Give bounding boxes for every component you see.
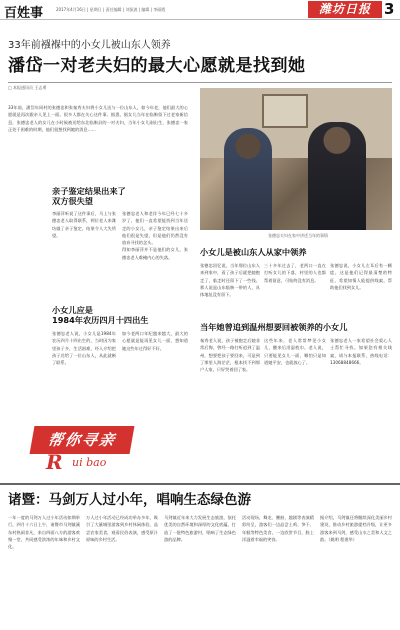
photo-person-man (308, 122, 366, 230)
headline-divider (8, 82, 392, 83)
section-4-col-2 (264, 337, 326, 479)
section-4-para-1: 秦秀老人说，孩子被抱走后她非常后悔，曾经一路打听追到了温州，想要把孩子要回来，可是到了那里人海茫茫，根本找不到那户人家，只好哭着回了家。 (200, 338, 260, 373)
section-3-para-2: 三十多年过去了，老两口一直在打听女儿的下落，村里的人也都帮着留意，可始终没有消息。 (264, 263, 326, 283)
section-name: 百姓事 (4, 6, 44, 21)
bottom-col-4 (242, 514, 314, 626)
photo-caption: 张德忠夫妇在家中讲述当年的事情 (268, 233, 328, 238)
section-1-para-2: 张德忠老人和老伴今年已经七十多岁了，他们一直希望能找到当年送走的小女儿，亲子鉴定结果出来后他们很是失望，但是他们仍然没有放弃寻找的念头。 (122, 211, 188, 246)
bottom-para-2: 万人过小年活动已经成功举办多年，吸引了大量城里游客到乡村休闲体验，品尝农家美食，观看民俗表演，感受原汁原味的乡村生活。 (86, 515, 158, 542)
bottom-col-1 (8, 514, 80, 626)
help-find-family-banner (10, 420, 194, 474)
section-2-title-text: 小女儿应是 1984年农历四月十四出生 (52, 305, 149, 325)
issue-meta: 2017年4月16日 | 星期日 | 责任编辑 | 刘侃波 | 编辑 | 李丽霞 (56, 7, 166, 12)
section-1-para-1: 李丽萍听说了这件事后，马上与张德忠老人取得联系，两位老人来潍坊做了亲子鉴定，结果令人大失所望。 (52, 211, 116, 238)
bottom-col-2 (86, 514, 158, 626)
section-3-title: 小女儿是被山东人从家中领养 (200, 247, 307, 257)
banner-subtitle: ui bao (72, 456, 107, 469)
article-photo (200, 88, 392, 230)
section-3-para-3: 张德忠说，小女儿左耳后有一颗痣，这是他们记得最清楚的特征，希望知情人能提供线索，帮助他们找到女儿。 (330, 263, 392, 290)
bottom-col-3 (164, 514, 236, 626)
bottom-para-3: 马剑镇近年来大力发展生态旅游，依托优美的自然环境和深厚的文化底蕴，打造了一批特色旅游村，唱响了生态绿色游的品牌。 (164, 515, 236, 542)
section-2-col-1 (52, 330, 116, 416)
bottom-col-5 (320, 514, 392, 626)
section-1-para-3: 得知李丽萍并不是他们的女儿，张德忠老人难掩内心的失落。 (122, 247, 188, 260)
section-1-col-2 (122, 210, 188, 300)
photo-frame-on-wall (262, 94, 308, 128)
section-2-para-1: 张德忠老人说，小女儿是1984年农历四月十四出生的，当时因为家里孩子多，生活困难，经人介绍把孩子送给了一位山东人，从此就断了联系。 (52, 331, 116, 366)
section-3-para-1: 张德忠回忆说，当年那位山东人来到家中，看了孩子后就把她抱走了，临走时还留下了一些钱。那人说是山东临朐一带的人，具体地址没有留下。 (200, 263, 260, 298)
bottom-para-5: 据介绍，马剑镇还将继续深化美丽乡村建设，推动乡村旅游提档升级，让更多游客来到马剑，感受山水之美和人文之韵。（姚明 程建华） (320, 515, 392, 542)
section-2-title (52, 305, 192, 325)
section-4-para-2: 这些年来，老人常常梦见小女儿，醒来后泪湿枕巾。老人说，只要能见女儿一面，哪怕只是知道她平安，也就放心了。 (264, 338, 326, 365)
newspaper-logo: 潍坊日报 (308, 1, 382, 18)
banner-title: 帮你寻亲 (30, 426, 135, 454)
page-header (0, 0, 400, 20)
section-1-col-1 (52, 210, 116, 300)
banner-initial: R (46, 450, 63, 474)
section-4-col-3 (330, 337, 392, 479)
section-1-title-text: 亲子鉴定结果出来了 双方很失望 (52, 186, 126, 206)
bottom-para-4: 活动现场，舞龙、腰鼓、越剧等表演精彩纷呈，游客们一边品尝土鸡、笋干、年糕等特色美食，一边欣赏节目，脸上洋溢着幸福的笑容。 (242, 515, 314, 542)
bottom-article-headline: 诸暨：马剑万人过小年，唱响生态绿色游 (8, 492, 251, 508)
article-intro: 33年前，潘岱年同村的张德忠和张秦秀夫妇将小女儿送与一位山东人，如今年老，他们最大的心愿就是再次跟亲人见上一面。很多人都在关心这件事。据悉，据女儿当年在临朐留下过老家新信息，张德忠老人的女儿在小时候被送给东北临朐县的一对夫妇，当年小女儿刚出生，张德忠一家正处于困难的时期，他们很想找到她的消息…… (8, 105, 188, 132)
page-number: 3 (384, 0, 395, 18)
article-headline: 潘岱一对老夫妇的最大心愿就是找到她 (8, 56, 306, 76)
section-2-para-2: 如今老两口年纪越来越大，最大的心愿就是能再见女儿一面，想知道她这些年过得好不好。 (122, 331, 188, 351)
section-4-para-3: 张德忠老人一家希望社会爱心人士帮忙寻找。如果您有相关线索，请与本报联系，热线电话：13068848666。 (330, 338, 392, 365)
section-2-col-2 (122, 330, 188, 416)
article-byline: □ 本报通讯员 王志勇 (8, 85, 47, 90)
section-1-title (52, 186, 192, 206)
section-4-col-1 (200, 337, 260, 479)
photo-person-woman (224, 128, 272, 230)
section-divider (0, 483, 400, 485)
article-kicker: 33年前襁褓中的小女儿被山东人领养 (8, 40, 171, 51)
bottom-para-1: 一年一度的马剑万人过小年活动如期举行，四月十六日上午，诸暨市马剑镇溪东村热闹非凡，来自四面八方的游客欢聚一堂，共同感受浓浓的年味和乡村文化。 (8, 515, 80, 550)
section-4-title: 当年她曾追到温州想要回被领养的小女儿 (200, 322, 392, 332)
